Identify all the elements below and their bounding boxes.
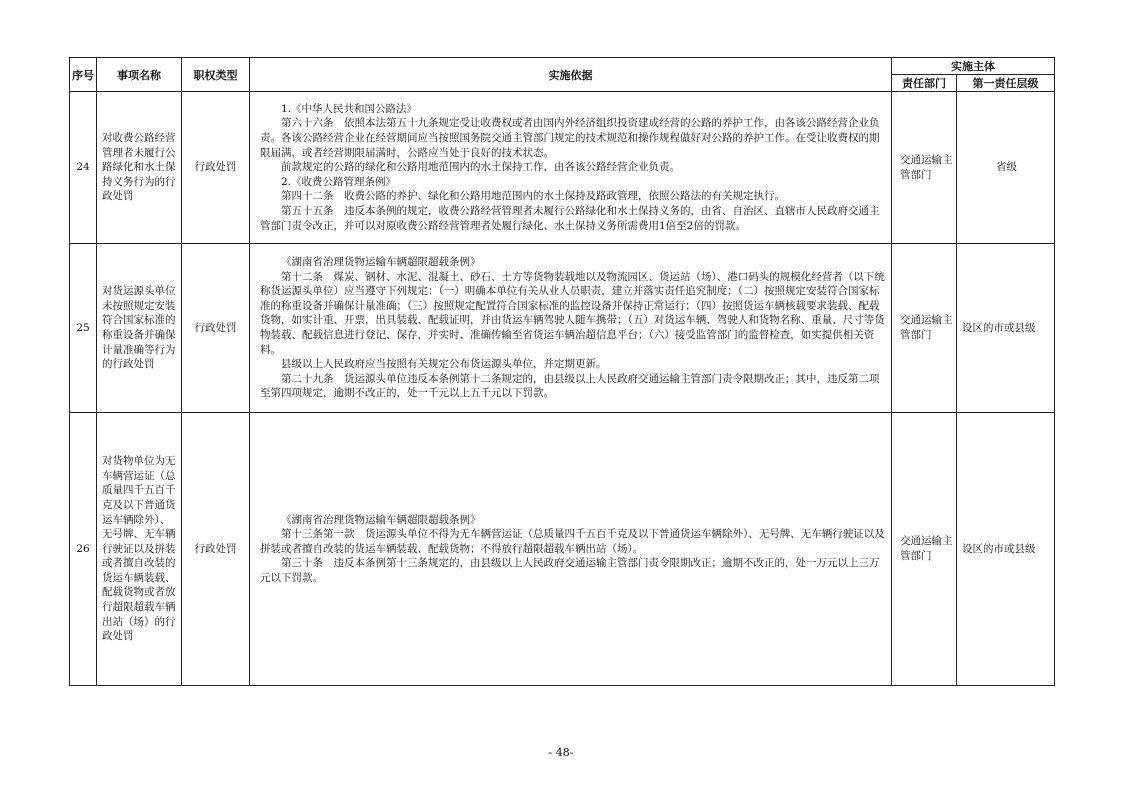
header-item-name: 事项名称 (97, 58, 182, 92)
row-power-type: 行政处罚 (182, 413, 250, 686)
table-row (70, 92, 1055, 244)
row-dept: 交通运输主管部门 (892, 92, 957, 244)
page-number: - 48- (548, 746, 574, 759)
basis-paragraph: 第十三条第一款 货运源头单位不得为无车辆营运证（总质量四千五百千克及以下普通货运车辆除外）、无号牌、无车辆行驶证以及拼装或者擅自改装的货运车辆装载、配载货物；不得放行超限超载车辆出站（场）。 (260, 528, 885, 555)
basis-paragraph: 县级以上人民政府应当按照有关规定公布货运源头单位，并定期更新。 (281, 358, 607, 371)
row-power-type: 行政处罚 (182, 244, 250, 413)
header-power-type: 职权类型 (182, 58, 250, 92)
header-row-top (70, 58, 1055, 75)
basis-paragraph: 第十二条 煤炭、钢材、水泥、混凝土、砂石、土方等货物装载地以及物流园区、货运站（场）、港口码头的规模化经营者（以下统称货运源头单位）应当遵守下列规定：（一）明确本单位有关从业人员职责，建立并落实责任追究制度；（二）按照规定安装符合国家标准的称重设备并确保计量准确；（三）按照规定配置符合国家标准的监控设备并保持正常运行；（四）按照货运车辆核载要求装载、配载货物，如实计重、开票，出具装载、配载证明，并由货运车辆驾驶人随车携带；（五）对货运车辆、驾驶人和货物名称、重量、尺寸等货物装载、配载信息进行登记、保存，并实时、准确传输至省货运车辆治超信息平台；（六）接受监管部门的监督检查，如实提供相关资料。 (260, 270, 885, 356)
header-subject: 实施主体 (892, 58, 1055, 75)
row-item-name: 对货物单位为无车辆营运证（总质量四千五百千克及以下普通货运车辆除外）、无号牌、无车辆行驶证以及拼装或者擅自改装的货运车辆装载、配载货物或者放行超限超载车辆出站（场）的行政处罚 (97, 413, 182, 686)
row-level: 设区的市或县级 (957, 244, 1055, 413)
table-row (70, 413, 1055, 686)
row-power-type: 行政处罚 (182, 92, 250, 244)
row-basis (250, 92, 892, 244)
header-basis: 实施依据 (250, 58, 892, 92)
row-item-name: 对收费公路经营管理者未履行公路绿化和水土保持义务行为的行政处罚 (97, 92, 182, 244)
basis-paragraph: 《湖南省治理货物运输车辆超限超载条例》 (281, 513, 481, 526)
regulation-table (69, 57, 1055, 686)
row-basis (250, 413, 892, 686)
row-dept: 交通运输主管部门 (892, 413, 957, 686)
basis-paragraph: 第二十九条 货运源头单位违反本条例第十二条规定的，由县级以上人民政府交通运输主管部门责令限期改正；其中，违反第二项至第四项规定，逾期不改正的，处一千元以上五千元以下罚款。 (260, 372, 880, 400)
basis-paragraph: 前款规定的公路的绿化和公路用地范围内的水土保持工作，由各该公路经营企业负责。 (281, 161, 680, 174)
row-dept: 交通运输主管部门 (892, 244, 957, 413)
row-seq: 24 (70, 92, 97, 244)
basis-paragraph: 《湖南省治理货物运输车辆超限超载条例》 (281, 256, 481, 269)
table-row (70, 244, 1055, 413)
row-seq: 26 (70, 413, 97, 686)
basis-paragraph: 第四十二条 收费公路的养护、绿化和公路用地范围内的水土保持及路政管理，依照公路法的有关规定执行。 (281, 190, 785, 203)
basis-paragraph: 第五十五条 违反本条例的规定，收费公路经营管理者未履行公路绿化和水土保持义务的，由省、自治区、直辖市人民政府交通主管部门责令改正，并可以对原收费公路经营管理者处履行绿化、水土保持义务所需费用1倍至2倍的罚款。 (260, 204, 880, 232)
row-level: 设区的市或县级 (957, 413, 1055, 686)
header-level: 第一责任层级 (957, 75, 1055, 92)
header-seq: 序号 (70, 58, 97, 92)
row-seq: 25 (70, 244, 97, 413)
basis-paragraph: 第三十条 违反本条例第十三条规定的，由县级以上人民政府交通运输主管部门责令限期改正；逾期不改正的，处一万元以上三万元以下罚款。 (260, 557, 880, 584)
basis-paragraph: 1.《中华人民共和国公路法》 (281, 102, 418, 115)
row-item-name: 对货运源头单位未按照规定安装符合国家标准的称重设备并确保计量准确等行为的行政处罚 (97, 244, 182, 413)
basis-paragraph: 2.《收费公路管理条例》 (281, 175, 397, 188)
header-dept: 责任部门 (892, 75, 957, 92)
row-level: 省级 (957, 92, 1055, 244)
basis-paragraph: 第六十六条 依照本法第五十九条规定受让收费权或者由国内外经济组织投资建成经营的公路的养护工作，由各该公路经营企业负责。各该公路经营企业在经营期间应当按照国务院交通主管部门规定的技术规范和操作规程做好对公路的养护工作。在受让收费权的期限届满，或者经营期限届满时，公路应当处于良好的技术状态。 (260, 117, 880, 159)
row-basis (250, 244, 892, 413)
